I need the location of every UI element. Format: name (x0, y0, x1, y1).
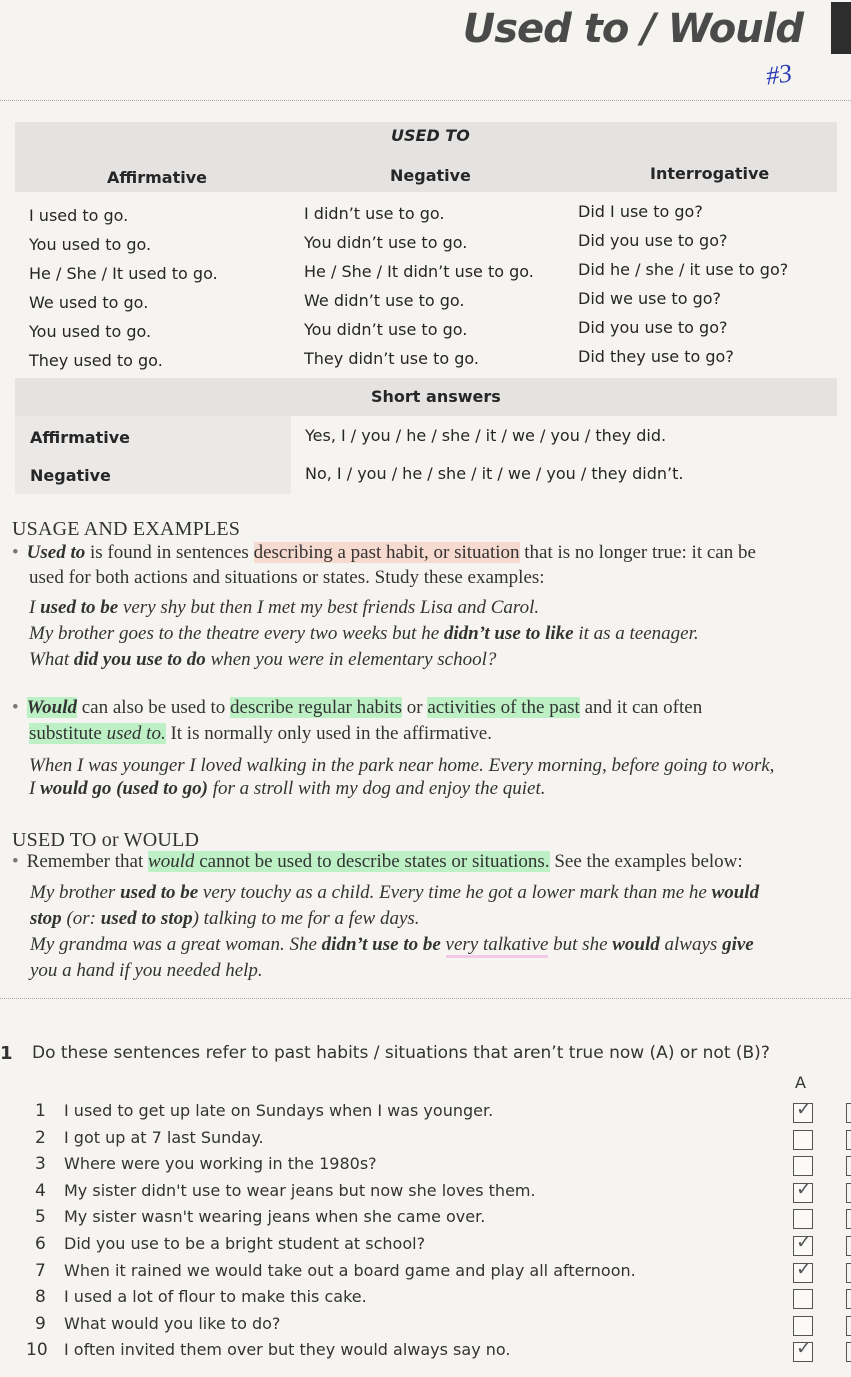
bold-text: stop (30, 908, 62, 929)
highlight: would (148, 851, 195, 872)
checkbox-a[interactable] (793, 1156, 813, 1176)
highlight: describe regular habits (230, 697, 402, 718)
checkmark-icon: ✓ (796, 1232, 812, 1253)
highlight: describing a past habit, or situation (253, 542, 520, 563)
table-cell: Did you use to go? (578, 318, 728, 337)
exercise-item-sentence: My sister didn't use to wear jeans but now she loves them. (64, 1180, 536, 1200)
exercise-instruction: Do these sentences refer to past habits / situations that aren’t true now (A) or not (B)? (32, 1043, 770, 1063)
text: or (402, 697, 428, 718)
exercise-item-sentence: What would you like to do? (64, 1313, 281, 1333)
checkbox-a[interactable] (793, 1209, 813, 1229)
checkmark-icon: ✓ (796, 1099, 812, 1120)
table-cell: Did we use to go? (578, 289, 722, 308)
checkbox-b[interactable] (846, 1130, 851, 1150)
bold-text: would go (used to go) (40, 778, 208, 799)
checkbox-b[interactable] (846, 1316, 851, 1336)
highlight: activities of the past (427, 697, 580, 718)
usedto-would-heading: USED TO or WOULD (12, 829, 200, 851)
bullet: • (12, 542, 19, 563)
checkbox-a[interactable] (793, 1178, 813, 1203)
text: very shy but then I met my best friends Lisa and Carol. (118, 597, 540, 618)
table-cell: Did they use to go? (578, 347, 734, 366)
text (441, 934, 446, 955)
text: very touchy as a child. Every time he got a lower mark than me he (198, 882, 712, 903)
bold-text: used to stop (100, 908, 193, 929)
short-answers-affirmative-label: Affirmative (30, 428, 130, 447)
exercise-item-number: 8 (35, 1287, 46, 1308)
example-sentence (29, 623, 699, 645)
checkbox-b[interactable] (846, 1289, 851, 1309)
table-cell: You used to go. (29, 235, 152, 254)
exercise-item-number: 4 (35, 1180, 46, 1201)
exercise-item-number: 9 (35, 1313, 46, 1334)
bold-text: give (722, 934, 754, 955)
exercise-item-number: 6 (35, 1234, 46, 1254)
exercise-item-sentence: Where were you working in the 1980s? (64, 1154, 377, 1174)
text: it as a teenager. (573, 623, 699, 644)
table-cell: Did he / she / it use to go? (578, 260, 789, 279)
table-cell: You didn’t use to go. (304, 320, 468, 339)
checkmark-icon: ✓ (796, 1258, 812, 1280)
text: Remember that (26, 851, 149, 872)
col-affirmative-header: Affirmative (107, 168, 207, 187)
usage-bullet-1-cont: used for both actions and situations or states. Study these examples: (29, 567, 545, 588)
checkbox-a[interactable] (793, 1289, 813, 1309)
text: It is normally only used in the affirmative. (165, 723, 492, 744)
exercise-number: 1 (0, 1043, 13, 1064)
page-title: Used to / Would (462, 6, 803, 52)
divider (0, 998, 851, 1000)
exercise-item-number: 3 (35, 1154, 46, 1175)
checkbox-b[interactable] (846, 1236, 851, 1256)
text: for a stroll with my dog and enjoy the quiet. (207, 778, 546, 799)
usedto-would-bullet (12, 851, 743, 873)
table-cell: You didn’t use to go. (304, 233, 468, 252)
bold-text: didn’t use to like (443, 623, 574, 644)
affirmative-column (29, 201, 218, 375)
usage-bullet-1 (12, 542, 756, 564)
checkmark-icon: ✓ (796, 1178, 812, 1200)
example-sentence (30, 934, 754, 956)
text: What (29, 649, 74, 670)
negative-column (304, 199, 534, 373)
text: My grandma was a great woman. She (30, 934, 322, 955)
highlight: very talkative (446, 934, 549, 958)
checkbox-a[interactable] (793, 1232, 813, 1256)
exercise-item-number: 7 (35, 1260, 46, 1281)
text: ) talking to me for a few days. (192, 908, 420, 929)
interrogative-column (578, 197, 788, 371)
highlight: used to. (106, 723, 166, 744)
example-sentence (29, 778, 546, 800)
checkbox-b[interactable] (846, 1263, 851, 1283)
highlight: cannot be used to describe states or situations. (194, 851, 550, 872)
exercise-item-sentence: I used a lot of flour to make this cake. (64, 1287, 367, 1307)
text: See the examples below: (549, 851, 743, 872)
col-interrogative-header: Interrogative (650, 164, 770, 183)
exercise-item-sentence: I often invited them over but they would always say no. (64, 1340, 511, 1360)
exercise-item-sentence: I got up at 7 last Sunday. (64, 1127, 264, 1147)
example-sentence (30, 882, 759, 904)
checkmark-icon: ✓ (796, 1338, 812, 1360)
example-sentence: When I was younger I loved walking in the park near home. Every morning, before going to work, (29, 755, 775, 776)
table-cell: He / She / It didn’t use to go. (304, 262, 534, 281)
text: (or: (61, 908, 101, 929)
checkbox-b[interactable] (846, 1156, 851, 1176)
highlight: substitute (29, 723, 107, 744)
text: that is no longer true: it can be (519, 542, 756, 563)
keyword: Would (26, 697, 77, 718)
short-answers-negative-text: No, I / you / he / she / it / we / you / they didn’t. (305, 464, 684, 483)
table-cell: I didn’t use to go. (304, 204, 445, 223)
example-sentence: you a hand if you needed help. (30, 960, 263, 981)
exercise-item-sentence: When it rained we would take out a board game and play all afternoon. (64, 1260, 636, 1280)
exercise-item-sentence: Did you use to be a bright student at school? (64, 1234, 426, 1253)
usage-heading: USAGE AND EXAMPLES (12, 518, 241, 540)
short-answers-title: Short answers (371, 387, 501, 406)
checkbox-a[interactable] (793, 1316, 813, 1336)
table-cell: You used to go. (29, 322, 152, 341)
example-sentence (29, 649, 496, 671)
table-cell: We didn’t use to go. (304, 291, 465, 310)
text: always (659, 934, 723, 955)
checkbox-a[interactable] (793, 1099, 813, 1123)
table-title: USED TO (391, 126, 470, 145)
short-answers-affirmative-text: Yes, I / you / he / she / it / we / you / they did. (305, 426, 667, 445)
example-sentence (30, 908, 420, 930)
col-negative-header: Negative (390, 166, 471, 185)
checkbox-b[interactable] (846, 1209, 851, 1229)
column-a-header: A (795, 1073, 806, 1092)
handwritten-note: #3 (764, 58, 794, 91)
text: My brother (30, 882, 121, 903)
exercise-item-number: 2 (35, 1127, 46, 1148)
exercise-item-sentence: I used to get up late on Sundays when I was younger. (64, 1101, 494, 1120)
usage-bullet-2 (12, 697, 702, 719)
table-cell: He / She / It used to go. (29, 264, 218, 283)
checkbox-a[interactable] (793, 1130, 813, 1150)
bold-text: used to be (120, 882, 199, 903)
exercise-item-number: 5 (35, 1207, 46, 1228)
text: I (29, 778, 41, 799)
checkbox-a[interactable] (793, 1258, 813, 1283)
text: and it can often (579, 697, 703, 718)
exercise-item-number: 1 (35, 1101, 46, 1121)
table-cell: Did you use to go? (578, 231, 728, 250)
bold-text: would (711, 882, 760, 903)
usage-bullet-2-cont (29, 723, 492, 745)
bold-text: used to be (40, 597, 119, 618)
checkbox-b[interactable] (846, 1183, 851, 1203)
exercise-item-sentence: My sister wasn't wearing jeans when she came over. (64, 1207, 486, 1227)
example-sentence (29, 597, 539, 619)
checkbox-b[interactable] (846, 1103, 851, 1123)
text: can also be used to (77, 697, 231, 718)
table-cell: They didn’t use to go. (304, 349, 479, 368)
text: I (29, 597, 41, 618)
bold-text: would (612, 934, 660, 955)
text: when you were in elementary school? (205, 649, 497, 670)
short-answers-negative-label: Negative (30, 466, 111, 485)
table-cell: Did I use to go? (578, 202, 703, 221)
bullet: • (12, 697, 19, 718)
text: My brother goes to the theatre every two weeks but he (29, 623, 444, 644)
checkbox-b[interactable] (846, 1342, 851, 1362)
divider (0, 100, 851, 102)
table-cell: I used to go. (29, 206, 129, 225)
unit-tab (831, 2, 851, 54)
table-cell: They used to go. (29, 351, 163, 370)
keyword: Used to (26, 542, 86, 563)
bold-text: did you use to do (73, 649, 206, 670)
text: but she (548, 934, 613, 955)
table-cell: We used to go. (29, 293, 149, 312)
bullet: • (12, 851, 19, 872)
bold-text: didn’t use to be (321, 934, 441, 955)
text: is found in sentences (85, 542, 254, 563)
exercise-item-number: 10 (26, 1340, 48, 1361)
checkbox-a[interactable] (793, 1338, 813, 1362)
